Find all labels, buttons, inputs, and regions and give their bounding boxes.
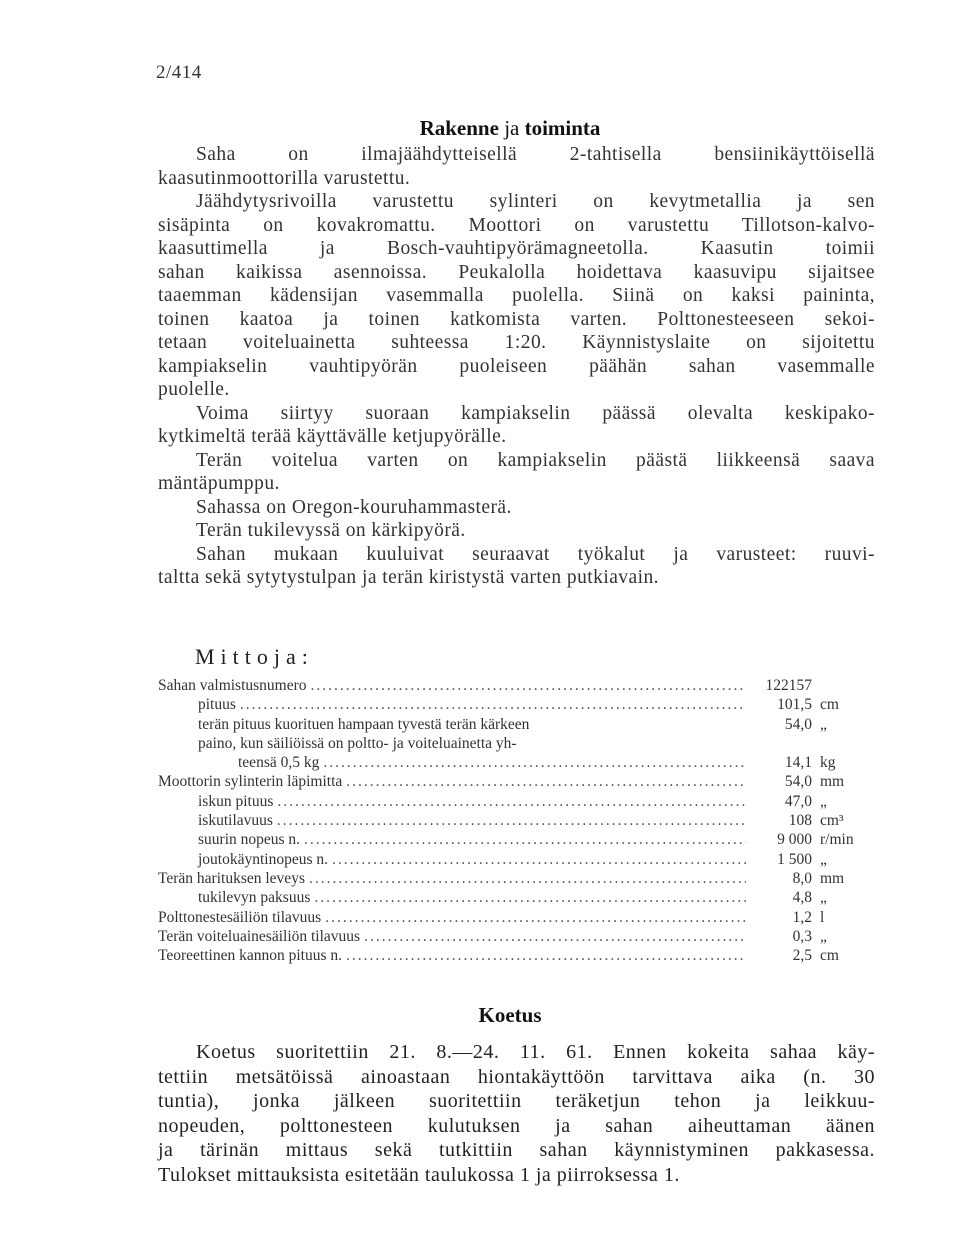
spec-row [158,830,878,849]
spec-label: iskutilavuus [198,812,273,830]
dot-leader [304,830,746,849]
text-line: kaasutinmoottorilla varustettu. [158,167,411,189]
spec-unit: l [820,908,825,926]
spec-value: 54,0 [784,715,812,733]
rakenne-paragraph [158,143,875,590]
spec-unit: „ [820,715,827,733]
spec-label: tukilevyn paksuus [198,889,311,907]
spec-unit: „ [820,792,827,810]
text-line: kytkimeltä terää käyttävälle ketjupyörälle. [158,426,507,447]
spec-value: 14,1 [784,754,812,772]
text-line: puolelle. [158,379,230,400]
text-line: Sahassa on Oregon-kouruhammasterä. [196,496,512,518]
mittoja-title: Mittoja: [195,644,314,669]
dot-leader [325,908,746,927]
spec-row [158,811,878,830]
dot-leader [346,946,746,965]
text-line: kaasuttimella ja Bosch-vauhtipyörämagneetolla. Kaasutin toimii [158,238,875,259]
section-heading-koetus: Koetus [478,1003,542,1027]
text-line: Jäähdytysrivoilla varustettu sylinteri on kevytmetallia ja sen [196,191,875,212]
spec-row [158,792,878,811]
dot-leader [346,772,746,791]
spec-label: Terän voiteluainesäiliön tilavuus [158,927,361,945]
spec-label: teensä 0,5 kg [238,754,320,772]
heading-word-rakenne: Rakenne [419,116,499,140]
text-line: Koetus suoritettiin 21. 8.—24. 11. 61. Ennen kokeita sahaa käy- [196,1041,875,1063]
text-line: Tulokset mittauksista esitetään taulukossa 1 ja piirroksessa 1. [158,1163,680,1186]
specs-table [158,676,878,965]
spec-label: Teoreettinen kannon pituus n. [158,947,343,965]
spec-row [158,734,878,753]
koetus-paragraph [158,1040,875,1188]
spec-unit: mm [820,773,845,791]
spec-unit: cm [820,696,839,714]
text-line: sahan kaikissa asennoissa. Peukalolla hoidettava kaasuvipu sijaitsee [158,261,875,283]
spec-row [158,772,878,791]
spec-label: joutokäyntinopeus n. [198,850,329,868]
text-line: mäntäpumppu. [158,473,280,494]
spec-unit: cm³ [820,812,844,830]
dot-leader [240,695,746,714]
spec-value: 1 500 [777,850,812,868]
spec-label: iskun pituus [198,792,274,810]
text-line: sisäpinta on kovakromattu. Moottori on varustettu Tillotson-kalvo- [158,214,875,236]
spec-label: suurin nopeus n. [198,831,301,849]
spec-value: 9 000 [777,831,812,849]
dot-leader [332,850,746,869]
spec-row [158,676,878,695]
text-line: taltta sekä sytytystulpan ja terän kiristystä varten putkiavain. [158,567,660,588]
spec-unit: „ [820,850,827,868]
spec-value: 0,3 [792,927,812,945]
spec-row [158,869,878,888]
spec-value: 1,2 [792,908,812,926]
spec-value: 47,0 [784,792,812,810]
text-line: Sahan mukaan kuuluivat seuraavat työkalut ja varusteet: ruuvi- [196,543,875,565]
text-line: taaemman kädensijan vasemmalla puolella. Siinä on kaksi paininta, [158,285,875,306]
spec-value: 101,5 [777,696,812,714]
spec-unit: cm [820,947,839,965]
spec-label: paino, kun säiliöissä on poltto- ja voiteluainetta yh- [198,734,517,752]
text-line: nopeuden, polttonesteen kulutuksen ja sahan aiheuttaman äänen [158,1114,875,1137]
spec-value: 54,0 [784,773,812,791]
text-line: Voima siirtyy suoraan kampiakselin päässä olevalta keskipako- [196,402,875,424]
spec-unit: r/min [820,831,854,849]
spec-value: 4,8 [792,889,812,907]
dot-leader [323,753,746,772]
text-line: Terän tukilevyssä on kärkipyörä. [196,520,466,541]
dot-leader [277,811,746,830]
spec-unit: mm [820,869,845,887]
spec-row [158,927,878,946]
spec-row [158,695,878,714]
spec-label: Moottorin sylinterin läpimitta [158,773,343,791]
spec-row [158,850,878,869]
dot-leader [277,792,746,811]
dot-leader [364,927,746,946]
spec-label: Sahan valmistusnumero [158,677,307,694]
text-line: Saha on ilmajäähdytteisellä 2-tahtisella bensiinikäyttöisellä [196,144,875,165]
spec-unit: kg [820,754,836,772]
section-heading-rakenne [0,116,960,141]
dot-leader [314,888,746,907]
spec-row [158,715,878,734]
text-line: tuntia), jonka jälkeen suoritettiin teräketjun tehon ja leikkuu- [158,1090,875,1113]
spec-label: pituus [198,696,236,714]
dot-leader [311,676,746,695]
spec-label: Polttonestesäiliön tilavuus [158,908,322,926]
spec-label: Terän harituksen leveys [158,869,305,887]
page-number: 2/414 [156,62,202,83]
spec-row [158,888,878,907]
text-line: Terän voitelua varten on kampiakselin päästä liikkeensä saava [196,449,875,471]
text-line: toinen kaatoa ja toinen katkomista varten. Polttonesteeseen sekoi- [158,308,875,330]
text-line: kampiakselin vauhtipyörän puoleiseen päähän sahan vasemmalle [158,355,875,377]
dot-leader [309,869,746,888]
spec-label: terän pituus kuorituen hampaan tyvestä terän kärkeen [198,715,530,733]
heading-word-ja: ja [498,116,525,140]
spec-row [158,753,878,772]
text-line: ja tärinän mittaus sekä tutkittiin sahan käynnistyminen pakkasessa. [158,1139,875,1162]
text-line: tetaan voiteluainetta suhteessa 1:20. Käynnistyslaite on sijoitettu [158,332,875,353]
spec-unit: „ [820,889,827,907]
spec-value: 108 [788,812,812,830]
heading-word-toiminta: toiminta [524,116,601,140]
text-line: tettiin metsätöissä ainoastaan hiontakäyttöön tarvittava aika (n. 30 [158,1065,875,1088]
spec-value: 2,5 [792,947,812,965]
spec-row [158,946,878,965]
spec-value: 122157 [765,677,812,694]
spec-unit: „ [820,927,827,945]
spec-value: 8,0 [792,869,812,887]
spec-row [158,908,878,927]
